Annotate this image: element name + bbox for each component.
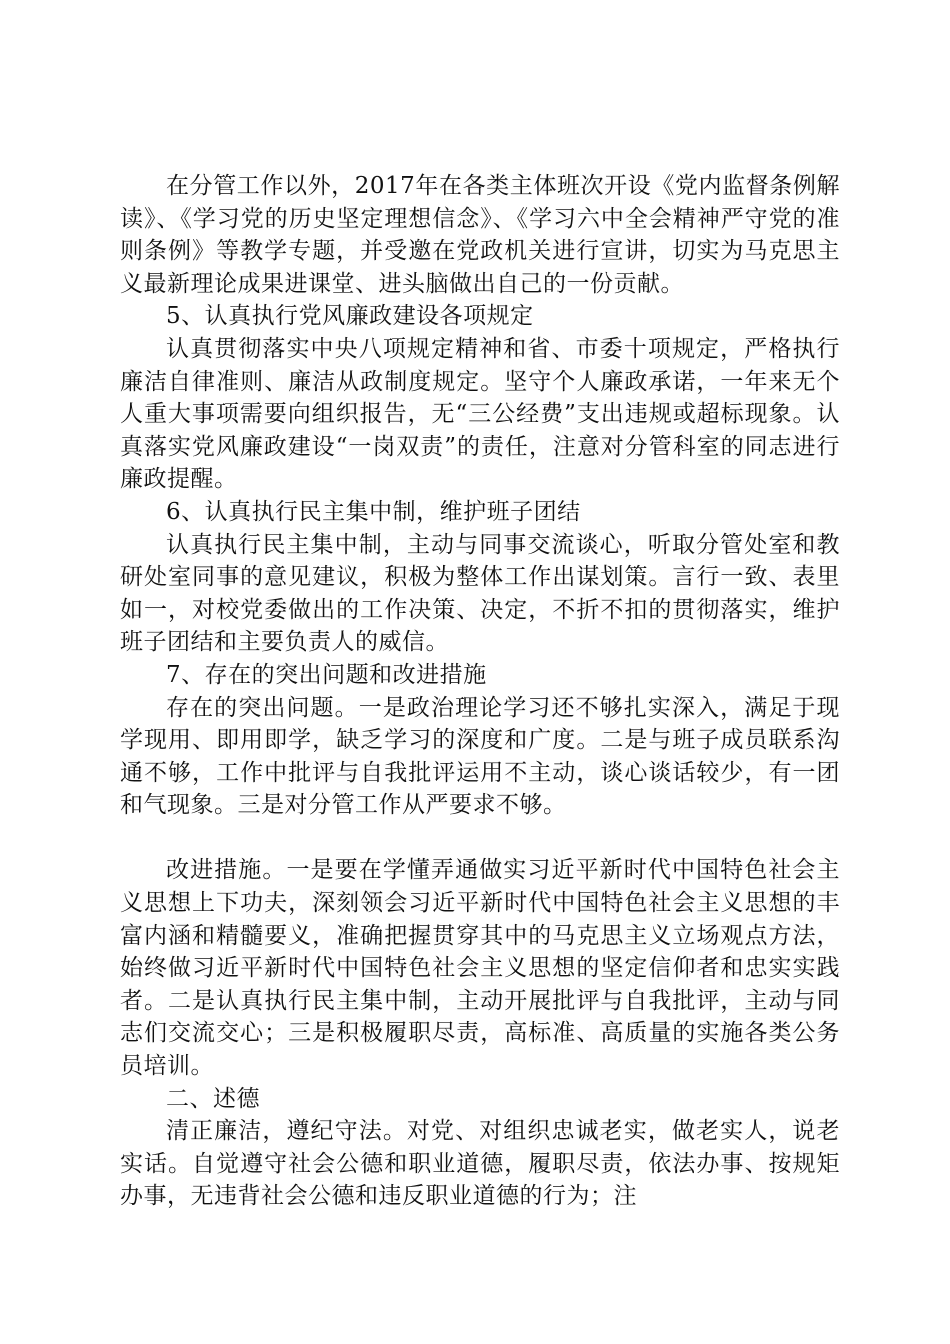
paragraph-problems: 存在的突出问题。一是政治理论学习还不够扎实深入，满足于现学现用、即用即学，缺乏学习的深度和广度。二是与班子成员联系沟通不够，工作中批评与自我批评运用不主动，谈心谈话较少，有一团和气现象。三是对分管工作从严要求不够。 (120, 694, 840, 819)
heading-democratic-centralism: 6、认真执行民主集中制，维护班子团结 (166, 498, 581, 525)
paragraph-morality: 清正廉洁，遵纪守法。对党、对组织忠诚老实，做老实人，说老实话。自觉遵守社会公德和职业道德，履职尽责，依法办事、按规矩办事，无违背社会公德和违反职业道德的行为；注 (120, 1118, 840, 1210)
paragraph-democratic-centralism: 认真执行民主集中制，主动与同事交流谈心，听取分管处室和教研处室同事的意见建议，积极为整体工作出谋划策。言行一致、表里如一，对校党委做出的工作决策、决定，不折不扣的贯彻落实，维护班子团结和主要负责人的威信。 (120, 531, 840, 656)
blank-line (120, 822, 840, 855)
paragraph-improvements: 改进措施。一是要在学懂弄通做实习近平新时代中国特色社会主义思想上下功夫，深刻领会习近平新时代中国特色社会主义思想的丰富内涵和精髓要义，准确把握贯穿其中的马克思主义立场观点方法，始终做习近平新时代中国特色社会主义思想的坚定信仰者和忠实实践者。二是认真执行民主集中制，主动开展批评与自我批评，主动与同志们交流交心；三是积极履职尽责，高标准、高质量的实施各类公务员培训。 (120, 857, 840, 1080)
heading-clean-government: 5、认真执行党风廉政建设各项规定 (166, 303, 534, 330)
heading-morality: 二、述德 (166, 1085, 260, 1112)
document-body (120, 170, 840, 1213)
paragraph-clean-government: 认真贯彻落实中央八项规定精神和省、市委十项规定，严格执行廉洁自律准则、廉洁从政制度规定。坚守个人廉政承诺，一年来无个人重大事项需要向组织报告，无“三公经费”支出违规或超标现象。认真落实党风廉政建设“一岗双责”的责任，注意对分管科室的同志进行廉政提醒。 (120, 335, 840, 493)
paragraph-teaching-topics: 在分管工作以外，2017年在各类主体班次开设《党内监督条例解读》、《学习党的历史坚定理想信念》、《学习六中全会精神严守党的准则条例》等教学专题，并受邀在党政机关进行宣讲，切实为马克思主义最新理论成果进课堂、进头脑做出自己的一份贡献。 (120, 173, 840, 297)
heading-problems-improvements: 7、存在的突出问题和改进措施 (166, 661, 487, 688)
